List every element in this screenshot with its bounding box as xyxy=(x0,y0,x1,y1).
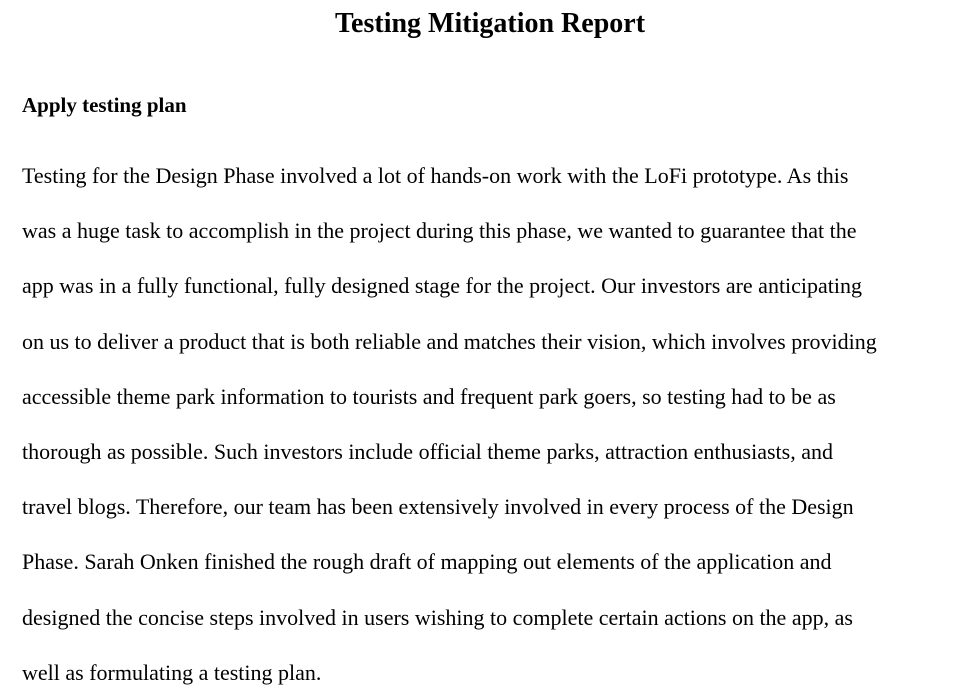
paragraph-line: travel blogs. Therefore, our team has been extensively involved in every process of the Design xyxy=(22,494,854,520)
paragraph-line: accessible theme park information to tourists and frequent park goers, so testing had to be as xyxy=(22,383,836,409)
paragraph-line: designed the concise steps involved in users wishing to complete certain actions on the app, as xyxy=(22,604,853,630)
section-heading: Apply testing plan xyxy=(22,93,187,117)
paragraph-line: thorough as possible. Such investors include official theme parks, attraction enthusiasts, and xyxy=(22,438,833,464)
paragraph-line: Phase. Sarah Onken finished the rough draft of mapping out elements of the application and xyxy=(22,549,832,575)
paragraph-line: well as formulating a testing plan. xyxy=(22,659,322,685)
paragraph-line: on us to deliver a product that is both reliable and matches their vision, which involves providing xyxy=(22,328,877,354)
body-paragraph xyxy=(22,148,962,700)
paragraph-line: was a huge task to accomplish in the project during this phase, we wanted to guarantee that the xyxy=(22,218,857,244)
paragraph-line: Testing for the Design Phase involved a lot of hands-on work with the LoFi prototype. As this xyxy=(22,163,849,188)
page-title: Testing Mitigation Report xyxy=(334,8,646,39)
paragraph-line: app was in a fully functional, fully designed stage for the project. Our investors are anticipating xyxy=(22,273,863,299)
